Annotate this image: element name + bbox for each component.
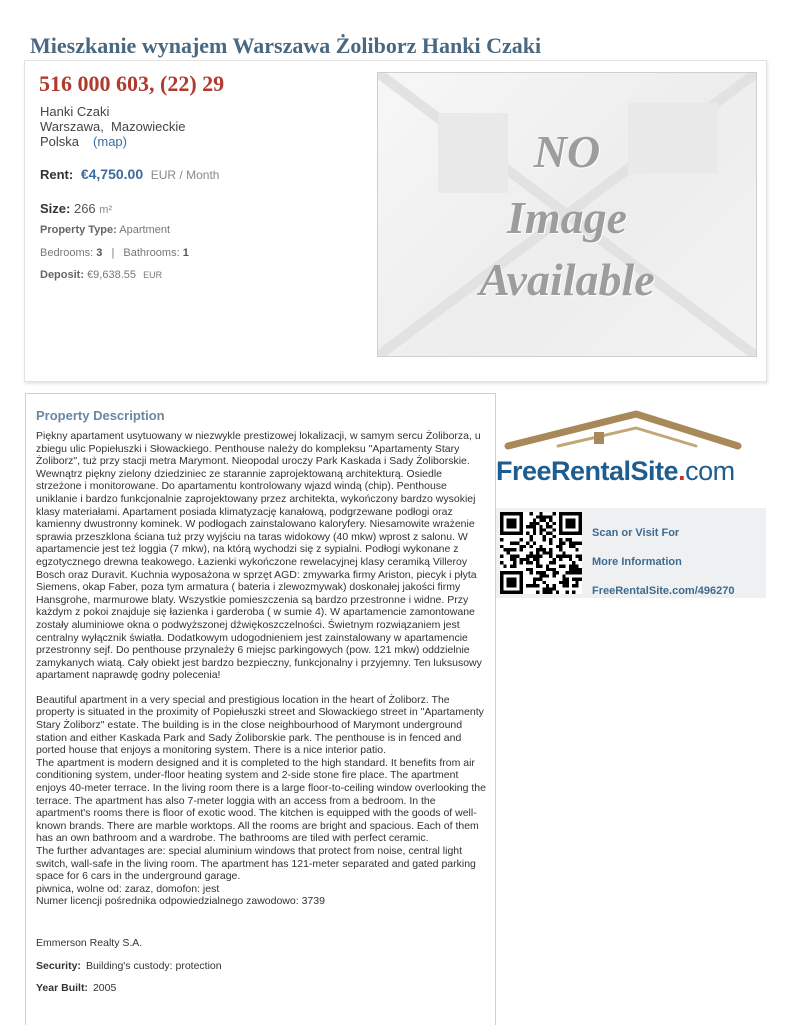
map-link[interactable]: (map): [93, 134, 127, 149]
qr-panel: [496, 508, 766, 598]
no-image-text-line2: Image: [506, 192, 628, 243]
size-unit: m²: [99, 204, 113, 216]
size-value: 266: [73, 201, 96, 216]
property-description-panel: [25, 393, 496, 1025]
page-title: Mieszkanie wynajem Warszawa Żoliborz Hanki Czaki: [30, 33, 542, 58]
no-image-text-line1: NO: [533, 126, 601, 177]
bedrooms-value: 3: [96, 247, 103, 259]
year-built-label: Year Built:: [36, 982, 88, 994]
scan-line-2: More Information: [592, 556, 682, 568]
address-street: Hanki Czaki: [40, 104, 110, 119]
address-block: [40, 104, 185, 149]
freerentalsite-logo[interactable]: [496, 408, 746, 498]
rent-label: Rent:: [40, 167, 74, 182]
description-heading: Property Description: [36, 408, 165, 423]
qr-code-graphic: [500, 512, 582, 594]
size-row: [40, 201, 112, 216]
description-polish: Piękny apartament usytuowany w niezwykle prestizowej lokalizacji, w samym sercu Żoliborza, u zbiegu ulic Popiełuszki i Słowackiego. Penthouse należy do kompleksu "Apartamenty Stary Żoliborz", tuż przy stacji metra Marymont. Nieopodal uroczy Park Kaskada i Sady Żoliborskie. Wewnątrz piękny zielony dziedziniec ze starannie zaprojektowaną architekturą. Osiedle strzeżone i monitorowane. Do apartamentu kontrolowany wjazd windą (chip). Penthouse uniklanie i bardzo funkcjonalnie zaprojektowany przez architekta, wykończony bardzo wysokiej klasy materiałami. Apartament posiada klimatyzację kanałową, podgrzewane podłogi oraz kamienny dwustronny kominek. W podłogach zainstalowano kaloryfery. Niesamowite wrażenie sprawia przeszklona ściana tuż przy wyjściu na taras widokowy (40 mkw) wprost z salonu. W apartamencie jest też loggia (7 mkw), na którą wychodzi się z sypialni. Podłogi wykonane z egzotycznego drewna teakowego. Łazienki wykończone rewelacyjnej klasy ceramiką Villeroy Bosch oraz Duravit. Kuchnia wyposażona w sprzęt AGD: zmywarka firmy Ariston, piecyk i płyta Siemens, okap Faber, poza tym armatura ( bateria i zlewozmywak) doskonałej jakości firmy Hansgrohe, marmurowe blaty. Wszystkie pomieszczenia są bardzo przestronne i widne. Przy każdym z pokoi znajduje się łazienka i garderoba ( w sumie 4). W apartamencie zamontowane zostały aluminiowe okna o podwyższonej dźwiękoszczelności. Świetnym rozwiązaniem jest centralny wyłącznik światła. Dodatkowym udogodnieniem jest zainstalowany w apartamencie przestronny sejf. Do penthouse przynależy 6 miejsc parkingowych (pow. 121 mkw) oddzielnie zamykanych wiatą. Cały obiekt jest bardzo bezpieczny, funkcjonalny i przyjemny. Ten luksusowy apartament naprawdę godny polecenia!: [36, 430, 485, 682]
address-country-row: [40, 134, 185, 149]
no-image-placeholder: [377, 72, 757, 357]
property-type-value: Apartment: [119, 224, 171, 236]
property-type-row: [40, 224, 170, 236]
qr-code[interactable]: [500, 512, 582, 594]
scan-url-link[interactable]: FreeRentalSite.com/496270: [592, 585, 735, 597]
property-type-label: Property Type:: [40, 224, 117, 236]
address-city-region: Warszawa, Mazowieckie: [40, 119, 186, 134]
no-image-text-line3: Available: [479, 254, 655, 305]
phone-number: 516 000 603, (22) 29: [39, 71, 225, 96]
size-label: Size:: [40, 201, 71, 216]
security-row: [36, 960, 222, 972]
deposit-row: [40, 269, 162, 281]
rent-unit: EUR / Month: [150, 168, 220, 182]
rooms-separator: |: [111, 247, 115, 259]
scan-line-1: Scan or Visit For: [592, 527, 680, 539]
deposit-amount: €9,638.55: [87, 269, 136, 281]
description-body: [36, 430, 486, 920]
bedrooms-label: Bedrooms:: [40, 247, 94, 259]
description-english: Beautiful apartment in a very special and prestigious location in the heart of Żoliborz. The property is situated in the proximity of Popiełuszki street and Słowackiego street in "Apartamenty Stary Żoliborz" estate. The building is in the close neighbourhood of Marymont underground station and either Kaskada Park and Sady Żoliborskie park. The penthouse is in fenced and ported house that enjoys a monitoring system. There is a nice interior patio. The apartment is modern designed and it is completed to the high standard. It benefits from air conditioning system, under-floor heating system and 2-side stone fire place. The apartment enjoys 40-meter terrace. In the living room there is a large floor-to-ceiling window overlooking the terrace. The apartment has also 7-meter loggia with an access from a bedroom. In the apartment's rooms there is floor of exotic wood. The kitchen is equipped with the goods of well-known brands. There are marble worktops. All the rooms are bright and spacious. Each of them has an own bathroom and a wardrobe. The bathrooms are tiled with perfect ceramic. The further advantages are: special aluminium windows that protect from noise, central light switch, wall-safe in the living room. The apartment has 121-meter separated and gated parking space for 6 cars in the underground garage. piwnica, wolne od: zaraz, domofon: jest Numer licencji pośrednika odpowiedzialnego zawodowo: 3739: [36, 693, 486, 908]
year-built-row: [36, 982, 116, 994]
agency-name: Emmerson Realty S.A.: [36, 937, 143, 949]
security-label: Security:: [36, 960, 81, 972]
listing-summary-panel: [24, 60, 767, 382]
deposit-unit: EUR: [143, 270, 163, 280]
rent-row: [40, 166, 219, 182]
deposit-label: Deposit:: [40, 269, 84, 281]
rooms-row: [40, 247, 189, 259]
bathrooms-label: Bathrooms:: [123, 247, 180, 259]
year-built-value: 2005: [92, 982, 117, 994]
address-country: Polska: [40, 134, 80, 149]
security-value: Building's custody: protection: [85, 960, 222, 972]
house-roof-icon: [496, 408, 746, 463]
bathrooms-value: 1: [182, 247, 189, 259]
logo-wordmark: FreeRentalSite.com: [496, 456, 735, 486]
rent-amount: €4,750.00: [80, 166, 144, 182]
